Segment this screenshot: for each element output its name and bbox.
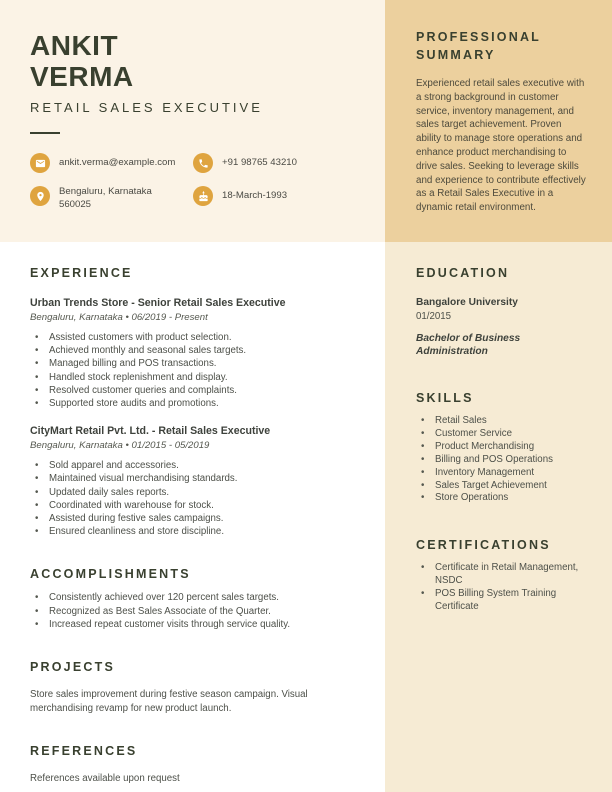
- summary-text: Experienced retail sales executive with a strong background in customer service, inventory management, and sales target achievement. Proven ability to manage store operations and enhance product merchandising to drive sales. Seeking to leverage skills and experience to contribute effectively as a Retail Sales Executive in a dynamic retail environment.: [416, 78, 586, 214]
- contact-phone: [193, 153, 370, 173]
- bullet-item: • Achieved monthly and seasonal sales targets.: [30, 344, 370, 357]
- location-icon: [30, 186, 50, 206]
- professional-summary-section: [416, 28, 588, 215]
- bullet-item: • Increased repeat customer visits through service quality.: [30, 618, 370, 631]
- main-column: [30, 264, 370, 786]
- bullet-item: • Inventory Management: [416, 467, 591, 480]
- contact-location-value: Bengaluru, Karnataka 560025: [59, 186, 152, 210]
- person-name: [30, 30, 370, 92]
- contact-email: [30, 153, 193, 173]
- bullet-item: • Updated daily sales reports.: [30, 486, 370, 499]
- job-bullet-list: [30, 331, 370, 410]
- bullet-item: • Store Operations: [416, 492, 591, 505]
- contact-location: [30, 186, 193, 211]
- skills-heading: SKILLS: [416, 391, 474, 405]
- bullet-item: • POS Billing System Training Certificate: [416, 588, 591, 614]
- job-bullet-list: [30, 459, 370, 538]
- projects-text: Store sales improvement during festive season campaign. Visual merchandising revamp for new product launch.: [30, 689, 308, 714]
- bullet-item: • Supported store audits and promotions.: [30, 397, 370, 410]
- bullet-item: • Product Merchandising: [416, 441, 591, 454]
- bullet-item: • Certificate in Retail Management, NSDC: [416, 562, 591, 588]
- job-meta: Bengaluru, Karnataka • 01/2015 - 05/2019: [30, 440, 210, 452]
- experience-entry: [30, 425, 370, 538]
- contact-list: [30, 153, 370, 211]
- contact-email-value: ankit.verma@example.com: [59, 157, 176, 168]
- bullet-item: • Recognized as Best Sales Associate of the Quarter.: [30, 605, 370, 618]
- header-divider: [30, 132, 60, 134]
- bullet-item: • Handled stock replenishment and display.: [30, 371, 370, 384]
- education-school: Bangalore University: [416, 297, 518, 308]
- projects-heading: PROJECTS: [30, 660, 115, 675]
- bullet-item: • Assisted during festive sales campaigns.: [30, 512, 370, 525]
- person-name-line1: ANKIT: [30, 30, 119, 61]
- accomplishments-heading: ACCOMPLISHMENTS: [30, 567, 191, 582]
- bullet-item: • Assisted customers with product selection.: [30, 331, 370, 344]
- bullet-item: • Consistently achieved over 120 percent sales targets.: [30, 591, 370, 604]
- birthday-cake-icon: [193, 186, 213, 206]
- job-title: Urban Trends Store - Senior Retail Sales Executive: [30, 297, 286, 309]
- bullet-item: • Managed billing and POS transactions.: [30, 357, 370, 370]
- education-date: 01/2015: [416, 311, 452, 322]
- certifications-heading: CERTIFICATIONS: [416, 538, 551, 553]
- contact-phone-value: +91 98765 43210: [222, 157, 297, 168]
- person-title: RETAIL SALES EXECUTIVE: [30, 100, 263, 115]
- bullet-item: • Maintained visual merchandising standards.: [30, 472, 370, 485]
- references-heading: REFERENCES: [30, 744, 138, 759]
- phone-icon: [193, 153, 213, 173]
- bullet-item: • Sales Target Achievement: [416, 480, 591, 493]
- education-heading: EDUCATION: [416, 266, 510, 280]
- bullet-item: • Ensured cleanliness and store discipline.: [30, 525, 370, 538]
- header: [30, 30, 370, 211]
- job-meta: Bengaluru, Karnataka • 06/2019 - Present: [30, 312, 208, 323]
- bullet-item: • Resolved customer queries and complaints.: [30, 384, 370, 397]
- bullet-item: • Billing and POS Operations: [416, 454, 591, 467]
- bullet-item: • Coordinated with warehouse for stock.: [30, 499, 370, 512]
- person-name-line2: VERMA: [30, 61, 134, 92]
- references-text: References available upon request: [30, 773, 180, 785]
- sidebar-column: [416, 264, 591, 614]
- education-degree: Bachelor of Business Administration: [416, 333, 521, 357]
- bullet-item: • Retail Sales: [416, 415, 591, 428]
- job-title: CityMart Retail Pvt. Ltd. - Retail Sales Executive: [30, 425, 271, 438]
- experience-heading: EXPERIENCE: [30, 266, 133, 280]
- summary-heading: PROFESSIONAL SUMMARY: [416, 30, 541, 62]
- experience-entry: [30, 297, 370, 410]
- bullet-item: • Customer Service: [416, 428, 591, 441]
- accomplishments-list: [30, 591, 370, 631]
- contact-birthdate: [193, 186, 370, 211]
- skills-list: [416, 415, 591, 505]
- email-icon: [30, 153, 50, 173]
- certifications-list: [416, 562, 591, 614]
- contact-birthdate-value: 18-March-1993: [222, 190, 288, 201]
- bullet-item: • Sold apparel and accessories.: [30, 459, 370, 472]
